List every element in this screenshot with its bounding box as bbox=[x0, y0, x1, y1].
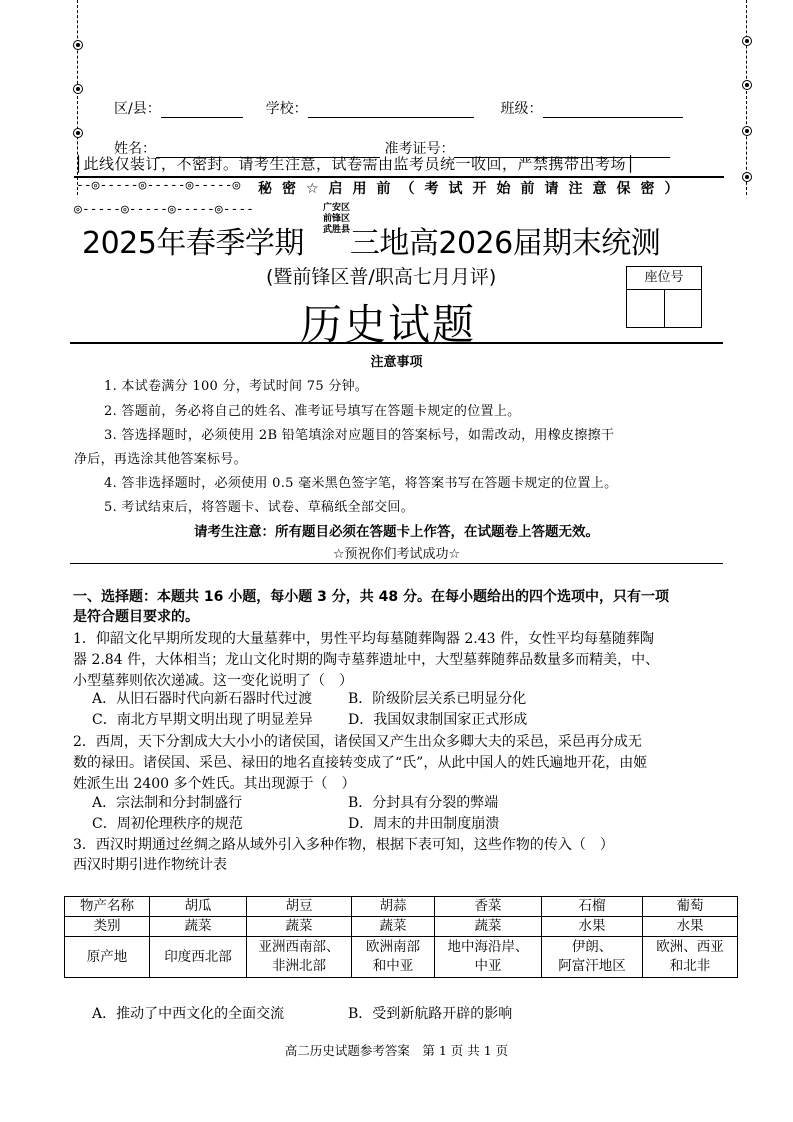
instructions-divider bbox=[70, 563, 723, 564]
question-3-option-b: B．受到新航路开辟的影响 bbox=[348, 1006, 513, 1022]
question-1-option-a: A．从旧石器时代向新石器时代过渡 bbox=[92, 691, 313, 707]
question-2-text: 2．西周，天下分割成大大小小的诸侯国，诸侯国又产生出众多卿大夫的采邑，采邑再分成无 bbox=[73, 734, 642, 750]
instruction-item: 3. 答选择题时，必须使用 2B 铅笔填涂对应题目的答案标号，如需改动，用橡皮擦擦干 bbox=[104, 428, 615, 443]
table-caption: 西汉时期引进作物统计表 bbox=[73, 857, 227, 873]
question-1-option-d: D．我国奴隶制国家正式形成 bbox=[348, 712, 528, 728]
origin-line: 亚洲西南部、 bbox=[258, 939, 340, 955]
school-label: 学校： bbox=[265, 101, 308, 117]
binding-ring-icon bbox=[742, 126, 752, 136]
table-cell: 石榴 bbox=[542, 897, 643, 917]
exam-subtitle: (暨前锋区普/职高七月月评) bbox=[266, 266, 497, 288]
question-2-option-a: A．宗法制和分封制盛行 bbox=[92, 795, 243, 811]
binding-ring-icon bbox=[73, 40, 83, 50]
title-divider bbox=[70, 342, 723, 344]
table-cell bbox=[352, 937, 435, 978]
question-1-text: 小型墓葬则依次递减。这一变化说明了（ ） bbox=[73, 673, 353, 689]
question-1-text: 1．仰韶文化早期所发现的大量墓葬中，男性平均每墓随葬陶器 2.43 件，女性平均每墓随葬陶 bbox=[73, 631, 654, 647]
origin-line: 地中海沿岸、 bbox=[447, 939, 529, 955]
district-field[interactable] bbox=[161, 103, 243, 118]
origin-line: 伊朗、 bbox=[571, 939, 613, 955]
region-item: 前锋区 bbox=[323, 214, 351, 224]
table-cell: 蔬菜 bbox=[352, 917, 435, 937]
section-header: 一、选择题：本题共 16 小题，每小题 3 分，共 48 分。在每小题给出的四个选项中，只有一项 bbox=[73, 589, 669, 605]
region-item: 广安区 bbox=[323, 203, 351, 213]
origin-line: 中亚 bbox=[474, 958, 502, 974]
question-1-option-c: C．南北方早期文明出现了明显差异 bbox=[92, 712, 313, 728]
question-3-option-a: A．推动了中西文化的全面交流 bbox=[92, 1006, 285, 1022]
origin-line: 欧洲南部 bbox=[366, 939, 420, 955]
origin-line: 欧洲、西亚 bbox=[656, 939, 724, 955]
subject-title: 历史试题 bbox=[300, 300, 477, 349]
table-cell: 印度西北部 bbox=[150, 937, 247, 978]
exam-number-label: 准考证号： bbox=[384, 141, 455, 157]
seat-number-label: 座位号 bbox=[627, 267, 701, 290]
seat-number-box[interactable] bbox=[626, 266, 702, 328]
question-2-text: 姓派生出 2400 多个姓氏。其出现源于（ ） bbox=[73, 776, 356, 792]
region-list bbox=[323, 203, 350, 236]
origin-line: 和北非 bbox=[669, 958, 711, 974]
question-3-text: 3．西汉时期通过丝绸之路从域外引入多种作物，根据下表可知，这些作物的传入（ ） bbox=[73, 837, 614, 853]
table-row bbox=[65, 917, 738, 937]
table-cell: 物产名称 bbox=[65, 897, 150, 917]
question-2-option-d: D．周末的井田制度崩溃 bbox=[348, 816, 500, 832]
table-cell: 原产地 bbox=[65, 937, 150, 978]
table-cell: 胡瓜 bbox=[150, 897, 247, 917]
table-cell: 蔬菜 bbox=[150, 917, 247, 937]
exam-title-left: 2025年春季学期 bbox=[82, 226, 304, 261]
wish-text: ☆预祝你们考试成功☆ bbox=[332, 547, 461, 562]
table-cell bbox=[435, 937, 542, 978]
binding-ring-icon bbox=[73, 84, 83, 94]
table-cell: 香菜 bbox=[435, 897, 542, 917]
origin-line: 阿富汗地区 bbox=[558, 958, 626, 974]
table-row bbox=[65, 937, 738, 978]
class-label: 班级： bbox=[500, 101, 543, 117]
name-label: 姓名： bbox=[114, 141, 156, 157]
district-label: 区/县： bbox=[114, 101, 161, 117]
exam-title bbox=[82, 218, 660, 262]
table-cell: 蔬菜 bbox=[435, 917, 542, 937]
confidential-notice: 秘密☆启用前（考试开始前请注意保密） bbox=[258, 181, 689, 197]
table-row bbox=[65, 897, 738, 917]
table-cell: 胡豆 bbox=[247, 897, 352, 917]
question-1-option-b: B．阶级阶层关系已明显分化 bbox=[348, 691, 527, 707]
dash-ring-row-1: --◎-----◎-----◎-----◎ bbox=[76, 178, 241, 193]
warning-text: 请考生注意：所有题目必须在答题卡上作答，在试题卷上答题无效。 bbox=[194, 524, 599, 540]
class-field[interactable] bbox=[543, 103, 683, 118]
section-header: 是符合题目要求的。 bbox=[73, 609, 199, 625]
binding-ring-icon bbox=[742, 172, 752, 182]
table-cell bbox=[542, 937, 643, 978]
question-2-option-c: C．周初伦理秩序的规范 bbox=[92, 816, 243, 832]
binding-ring-icon bbox=[742, 36, 752, 46]
binding-line-right bbox=[746, 0, 747, 195]
region-item: 武胜县 bbox=[323, 225, 351, 235]
question-1-text: 器 2.84 件，大体相当；龙山文化时期的陶寺墓葬遗址中，大型墓葬随葬品数量多而精美，中、 bbox=[73, 652, 660, 668]
table-cell: 胡蒜 bbox=[352, 897, 435, 917]
table-cell bbox=[643, 937, 738, 978]
table-cell: 水果 bbox=[542, 917, 643, 937]
binding-ring-icon bbox=[742, 80, 752, 90]
page-footer: 高二历史试题参考答案 第 1 页 共 1 页 bbox=[284, 1043, 509, 1058]
origin-line: 和中亚 bbox=[372, 958, 414, 974]
table-cell: 葡萄 bbox=[643, 897, 738, 917]
dash-ring-row-2: ◎-----◎-----◎-----◎---- bbox=[74, 202, 255, 217]
binding-notice: │此线仅装订，不密封。请考生注意，试卷需由监考员统一收回，严禁携带出考场│ bbox=[74, 155, 636, 173]
question-2-option-b: B．分封具有分裂的弊端 bbox=[348, 795, 499, 811]
crop-table bbox=[64, 896, 738, 978]
question-2-text: 数的禄田。诸侯国、采邑、禄田的地名直接转变成了“氏”，从此中国人的姓氏遍地开花，由姬 bbox=[73, 755, 648, 771]
exam-title-right: 三地高2026届期末统测 bbox=[349, 226, 661, 261]
instruction-item: 2. 答题前，务必将自己的姓名、准考证号填写在答题卡规定的位置上。 bbox=[104, 404, 521, 419]
student-info-row-1 bbox=[114, 98, 683, 118]
instruction-item: 4. 答非选择题时，必须使用 0.5 毫米黑色签字笔，将答案书写在答题卡规定的位置上。 bbox=[104, 476, 618, 491]
instructions-heading: 注意事项 bbox=[370, 355, 423, 370]
origin-line: 非洲北部 bbox=[272, 958, 326, 974]
table-cell: 蔬菜 bbox=[247, 917, 352, 937]
table-cell bbox=[247, 937, 352, 978]
binding-ring-icon bbox=[73, 128, 83, 138]
table-cell: 水果 bbox=[643, 917, 738, 937]
school-field[interactable] bbox=[308, 103, 474, 118]
instruction-item: 1. 本试卷满分 100 分，考试时间 75 分钟。 bbox=[104, 379, 369, 394]
instruction-item: 5. 考试结束后，将答题卡、试卷、草稿纸全部交回。 bbox=[104, 500, 415, 515]
instruction-item: 净后，再选涂其他答案标号。 bbox=[74, 452, 247, 467]
table-cell: 类别 bbox=[65, 917, 150, 937]
